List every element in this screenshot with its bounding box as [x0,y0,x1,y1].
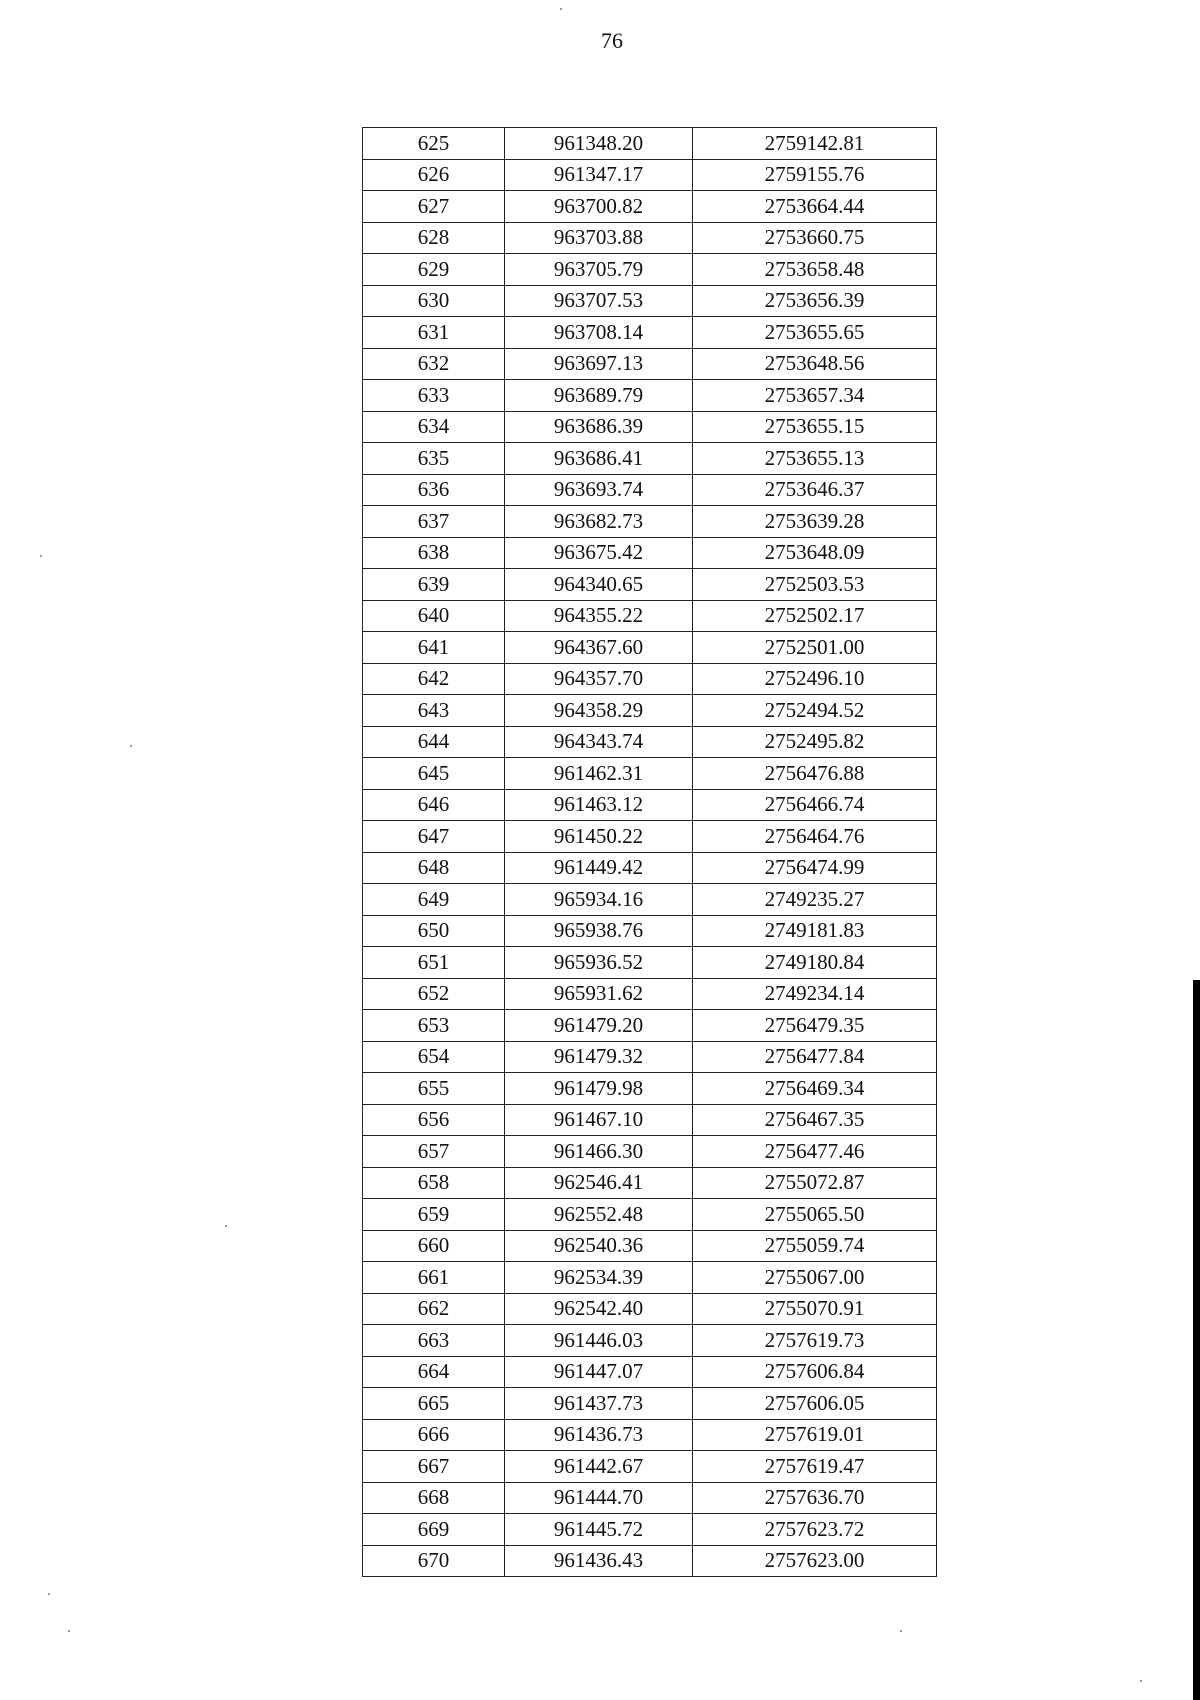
x-coordinate-cell: 961467.10 [505,1104,693,1136]
table-row [363,632,937,664]
point-number-cell: 637 [363,506,505,538]
point-number-cell: 661 [363,1262,505,1294]
table-row [363,411,937,443]
y-coordinate-cell: 2756477.46 [693,1136,937,1168]
y-coordinate-cell: 2755072.87 [693,1167,937,1199]
point-number-cell: 641 [363,632,505,664]
x-coordinate-cell: 963703.88 [505,222,693,254]
point-number-cell: 666 [363,1419,505,1451]
point-number-cell: 629 [363,254,505,286]
table-row [363,537,937,569]
y-coordinate-cell: 2753648.56 [693,348,937,380]
table-row [363,1136,937,1168]
point-number-cell: 650 [363,915,505,947]
y-coordinate-cell: 2755067.00 [693,1262,937,1294]
point-number-cell: 645 [363,758,505,790]
point-number-cell: 658 [363,1167,505,1199]
point-number-cell: 655 [363,1073,505,1105]
table-row [363,821,937,853]
x-coordinate-cell: 964367.60 [505,632,693,664]
x-coordinate-cell: 962546.41 [505,1167,693,1199]
y-coordinate-cell: 2759155.76 [693,159,937,191]
point-number-cell: 646 [363,789,505,821]
y-coordinate-cell: 2756469.34 [693,1073,937,1105]
table-row [363,474,937,506]
x-coordinate-cell: 961462.31 [505,758,693,790]
y-coordinate-cell: 2753655.13 [693,443,937,475]
point-number-cell: 635 [363,443,505,475]
y-coordinate-cell: 2753639.28 [693,506,937,538]
point-number-cell: 638 [363,537,505,569]
y-coordinate-cell: 2759142.81 [693,128,937,160]
table-row [363,884,937,916]
x-coordinate-cell: 961437.73 [505,1388,693,1420]
x-coordinate-cell: 962534.39 [505,1262,693,1294]
table-row [363,222,937,254]
table-row [363,191,937,223]
y-coordinate-cell: 2753657.34 [693,380,937,412]
table-row [363,159,937,191]
point-number-cell: 653 [363,1010,505,1042]
y-coordinate-cell: 2756477.84 [693,1041,937,1073]
y-coordinate-cell: 2756466.74 [693,789,937,821]
point-number-cell: 640 [363,600,505,632]
x-coordinate-cell: 961479.20 [505,1010,693,1042]
y-coordinate-cell: 2757623.72 [693,1514,937,1546]
x-coordinate-cell: 963697.13 [505,348,693,380]
table-row [363,1388,937,1420]
y-coordinate-cell: 2757619.01 [693,1419,937,1451]
table-row [363,380,937,412]
y-coordinate-cell: 2752496.10 [693,663,937,695]
point-number-cell: 639 [363,569,505,601]
point-number-cell: 667 [363,1451,505,1483]
table-row [363,348,937,380]
point-number-cell: 659 [363,1199,505,1231]
point-number-cell: 633 [363,380,505,412]
table-row [363,852,937,884]
x-coordinate-cell: 961445.72 [505,1514,693,1546]
y-coordinate-cell: 2757619.73 [693,1325,937,1357]
y-coordinate-cell: 2753646.37 [693,474,937,506]
x-coordinate-cell: 962542.40 [505,1293,693,1325]
y-coordinate-cell: 2749180.84 [693,947,937,979]
y-coordinate-cell: 2756474.99 [693,852,937,884]
table-row [363,285,937,317]
table-row [363,1230,937,1262]
table-row [363,569,937,601]
point-number-cell: 660 [363,1230,505,1262]
table-body [363,128,937,1577]
table-row [363,695,937,727]
x-coordinate-cell: 965931.62 [505,978,693,1010]
point-number-cell: 630 [363,285,505,317]
y-coordinate-cell: 2755065.50 [693,1199,937,1231]
x-coordinate-cell: 961447.07 [505,1356,693,1388]
x-coordinate-cell: 963686.41 [505,443,693,475]
x-coordinate-cell: 963675.42 [505,537,693,569]
x-coordinate-cell: 963700.82 [505,191,693,223]
x-coordinate-cell: 961479.32 [505,1041,693,1073]
point-number-cell: 625 [363,128,505,160]
y-coordinate-cell: 2757606.84 [693,1356,937,1388]
table-row [363,1167,937,1199]
y-coordinate-cell: 2753655.65 [693,317,937,349]
table-row [363,1199,937,1231]
point-number-cell: 654 [363,1041,505,1073]
x-coordinate-cell: 964355.22 [505,600,693,632]
table-row [363,1262,937,1294]
y-coordinate-cell: 2752501.00 [693,632,937,664]
x-coordinate-cell: 961479.98 [505,1073,693,1105]
y-coordinate-cell: 2753664.44 [693,191,937,223]
x-coordinate-cell: 963686.39 [505,411,693,443]
point-number-cell: 656 [363,1104,505,1136]
table-row [363,1104,937,1136]
point-number-cell: 669 [363,1514,505,1546]
point-number-cell: 648 [363,852,505,884]
x-coordinate-cell: 961463.12 [505,789,693,821]
y-coordinate-cell: 2752502.17 [693,600,937,632]
y-coordinate-cell: 2756476.88 [693,758,937,790]
table-row [363,1419,937,1451]
point-number-cell: 649 [363,884,505,916]
x-coordinate-cell: 962552.48 [505,1199,693,1231]
x-coordinate-cell: 961442.67 [505,1451,693,1483]
x-coordinate-cell: 963705.79 [505,254,693,286]
y-coordinate-cell: 2753656.39 [693,285,937,317]
point-number-cell: 642 [363,663,505,695]
x-coordinate-cell: 964358.29 [505,695,693,727]
table-row [363,789,937,821]
x-coordinate-cell: 963708.14 [505,317,693,349]
scan-edge-bar [1193,980,1200,1700]
table-row [363,758,937,790]
y-coordinate-cell: 2749235.27 [693,884,937,916]
y-coordinate-cell: 2752495.82 [693,726,937,758]
x-coordinate-cell: 961446.03 [505,1325,693,1357]
point-number-cell: 651 [363,947,505,979]
table-row [363,1073,937,1105]
scan-speck [560,8,562,10]
y-coordinate-cell: 2757623.00 [693,1545,937,1577]
point-number-cell: 636 [363,474,505,506]
y-coordinate-cell: 2753658.48 [693,254,937,286]
x-coordinate-cell: 961436.73 [505,1419,693,1451]
point-number-cell: 662 [363,1293,505,1325]
point-number-cell: 668 [363,1482,505,1514]
point-number-cell: 634 [363,411,505,443]
point-number-cell: 657 [363,1136,505,1168]
point-number-cell: 643 [363,695,505,727]
coordinate-table [362,127,937,1577]
table-row [363,663,937,695]
table-row [363,947,937,979]
table-row [363,317,937,349]
table-row [363,915,937,947]
y-coordinate-cell: 2757619.47 [693,1451,937,1483]
x-coordinate-cell: 961436.43 [505,1545,693,1577]
table-row [363,128,937,160]
table-row [363,600,937,632]
x-coordinate-cell: 961450.22 [505,821,693,853]
y-coordinate-cell: 2753655.15 [693,411,937,443]
table-row [363,1325,937,1357]
table-row [363,1514,937,1546]
point-number-cell: 670 [363,1545,505,1577]
table-row [363,443,937,475]
table-row [363,1010,937,1042]
y-coordinate-cell: 2757606.05 [693,1388,937,1420]
table-row [363,1293,937,1325]
table-row [363,1451,937,1483]
x-coordinate-cell: 963682.73 [505,506,693,538]
x-coordinate-cell: 964357.70 [505,663,693,695]
x-coordinate-cell: 961466.30 [505,1136,693,1168]
x-coordinate-cell: 963707.53 [505,285,693,317]
x-coordinate-cell: 961348.20 [505,128,693,160]
point-number-cell: 627 [363,191,505,223]
table-row [363,506,937,538]
x-coordinate-cell: 961449.42 [505,852,693,884]
point-number-cell: 665 [363,1388,505,1420]
x-coordinate-cell: 964340.65 [505,569,693,601]
y-coordinate-cell: 2753648.09 [693,537,937,569]
page-number: 76 [601,28,623,53]
y-coordinate-cell: 2757636.70 [693,1482,937,1514]
y-coordinate-cell: 2752494.52 [693,695,937,727]
table-row [363,1545,937,1577]
x-coordinate-cell: 965938.76 [505,915,693,947]
x-coordinate-cell: 965936.52 [505,947,693,979]
y-coordinate-cell: 2752503.53 [693,569,937,601]
scan-speck [40,555,42,557]
table-row [363,726,937,758]
scan-speck [225,1225,227,1227]
scan-speck [68,1630,70,1632]
point-number-cell: 628 [363,222,505,254]
table-row [363,1482,937,1514]
x-coordinate-cell: 961444.70 [505,1482,693,1514]
scan-speck [1140,1680,1142,1682]
y-coordinate-cell: 2749234.14 [693,978,937,1010]
point-number-cell: 626 [363,159,505,191]
y-coordinate-cell: 2756464.76 [693,821,937,853]
point-number-cell: 663 [363,1325,505,1357]
x-coordinate-cell: 964343.74 [505,726,693,758]
table-row [363,1356,937,1388]
x-coordinate-cell: 961347.17 [505,159,693,191]
y-coordinate-cell: 2756479.35 [693,1010,937,1042]
table-row [363,254,937,286]
table-row [363,978,937,1010]
point-number-cell: 631 [363,317,505,349]
scan-speck [130,745,132,747]
point-number-cell: 632 [363,348,505,380]
y-coordinate-cell: 2749181.83 [693,915,937,947]
y-coordinate-cell: 2755059.74 [693,1230,937,1262]
point-number-cell: 644 [363,726,505,758]
scan-speck [48,1593,50,1595]
point-number-cell: 647 [363,821,505,853]
x-coordinate-cell: 962540.36 [505,1230,693,1262]
y-coordinate-cell: 2753660.75 [693,222,937,254]
scan-speck [900,1630,902,1632]
point-number-cell: 664 [363,1356,505,1388]
y-coordinate-cell: 2755070.91 [693,1293,937,1325]
y-coordinate-cell: 2756467.35 [693,1104,937,1136]
x-coordinate-cell: 963689.79 [505,380,693,412]
x-coordinate-cell: 965934.16 [505,884,693,916]
x-coordinate-cell: 963693.74 [505,474,693,506]
table-row [363,1041,937,1073]
point-number-cell: 652 [363,978,505,1010]
